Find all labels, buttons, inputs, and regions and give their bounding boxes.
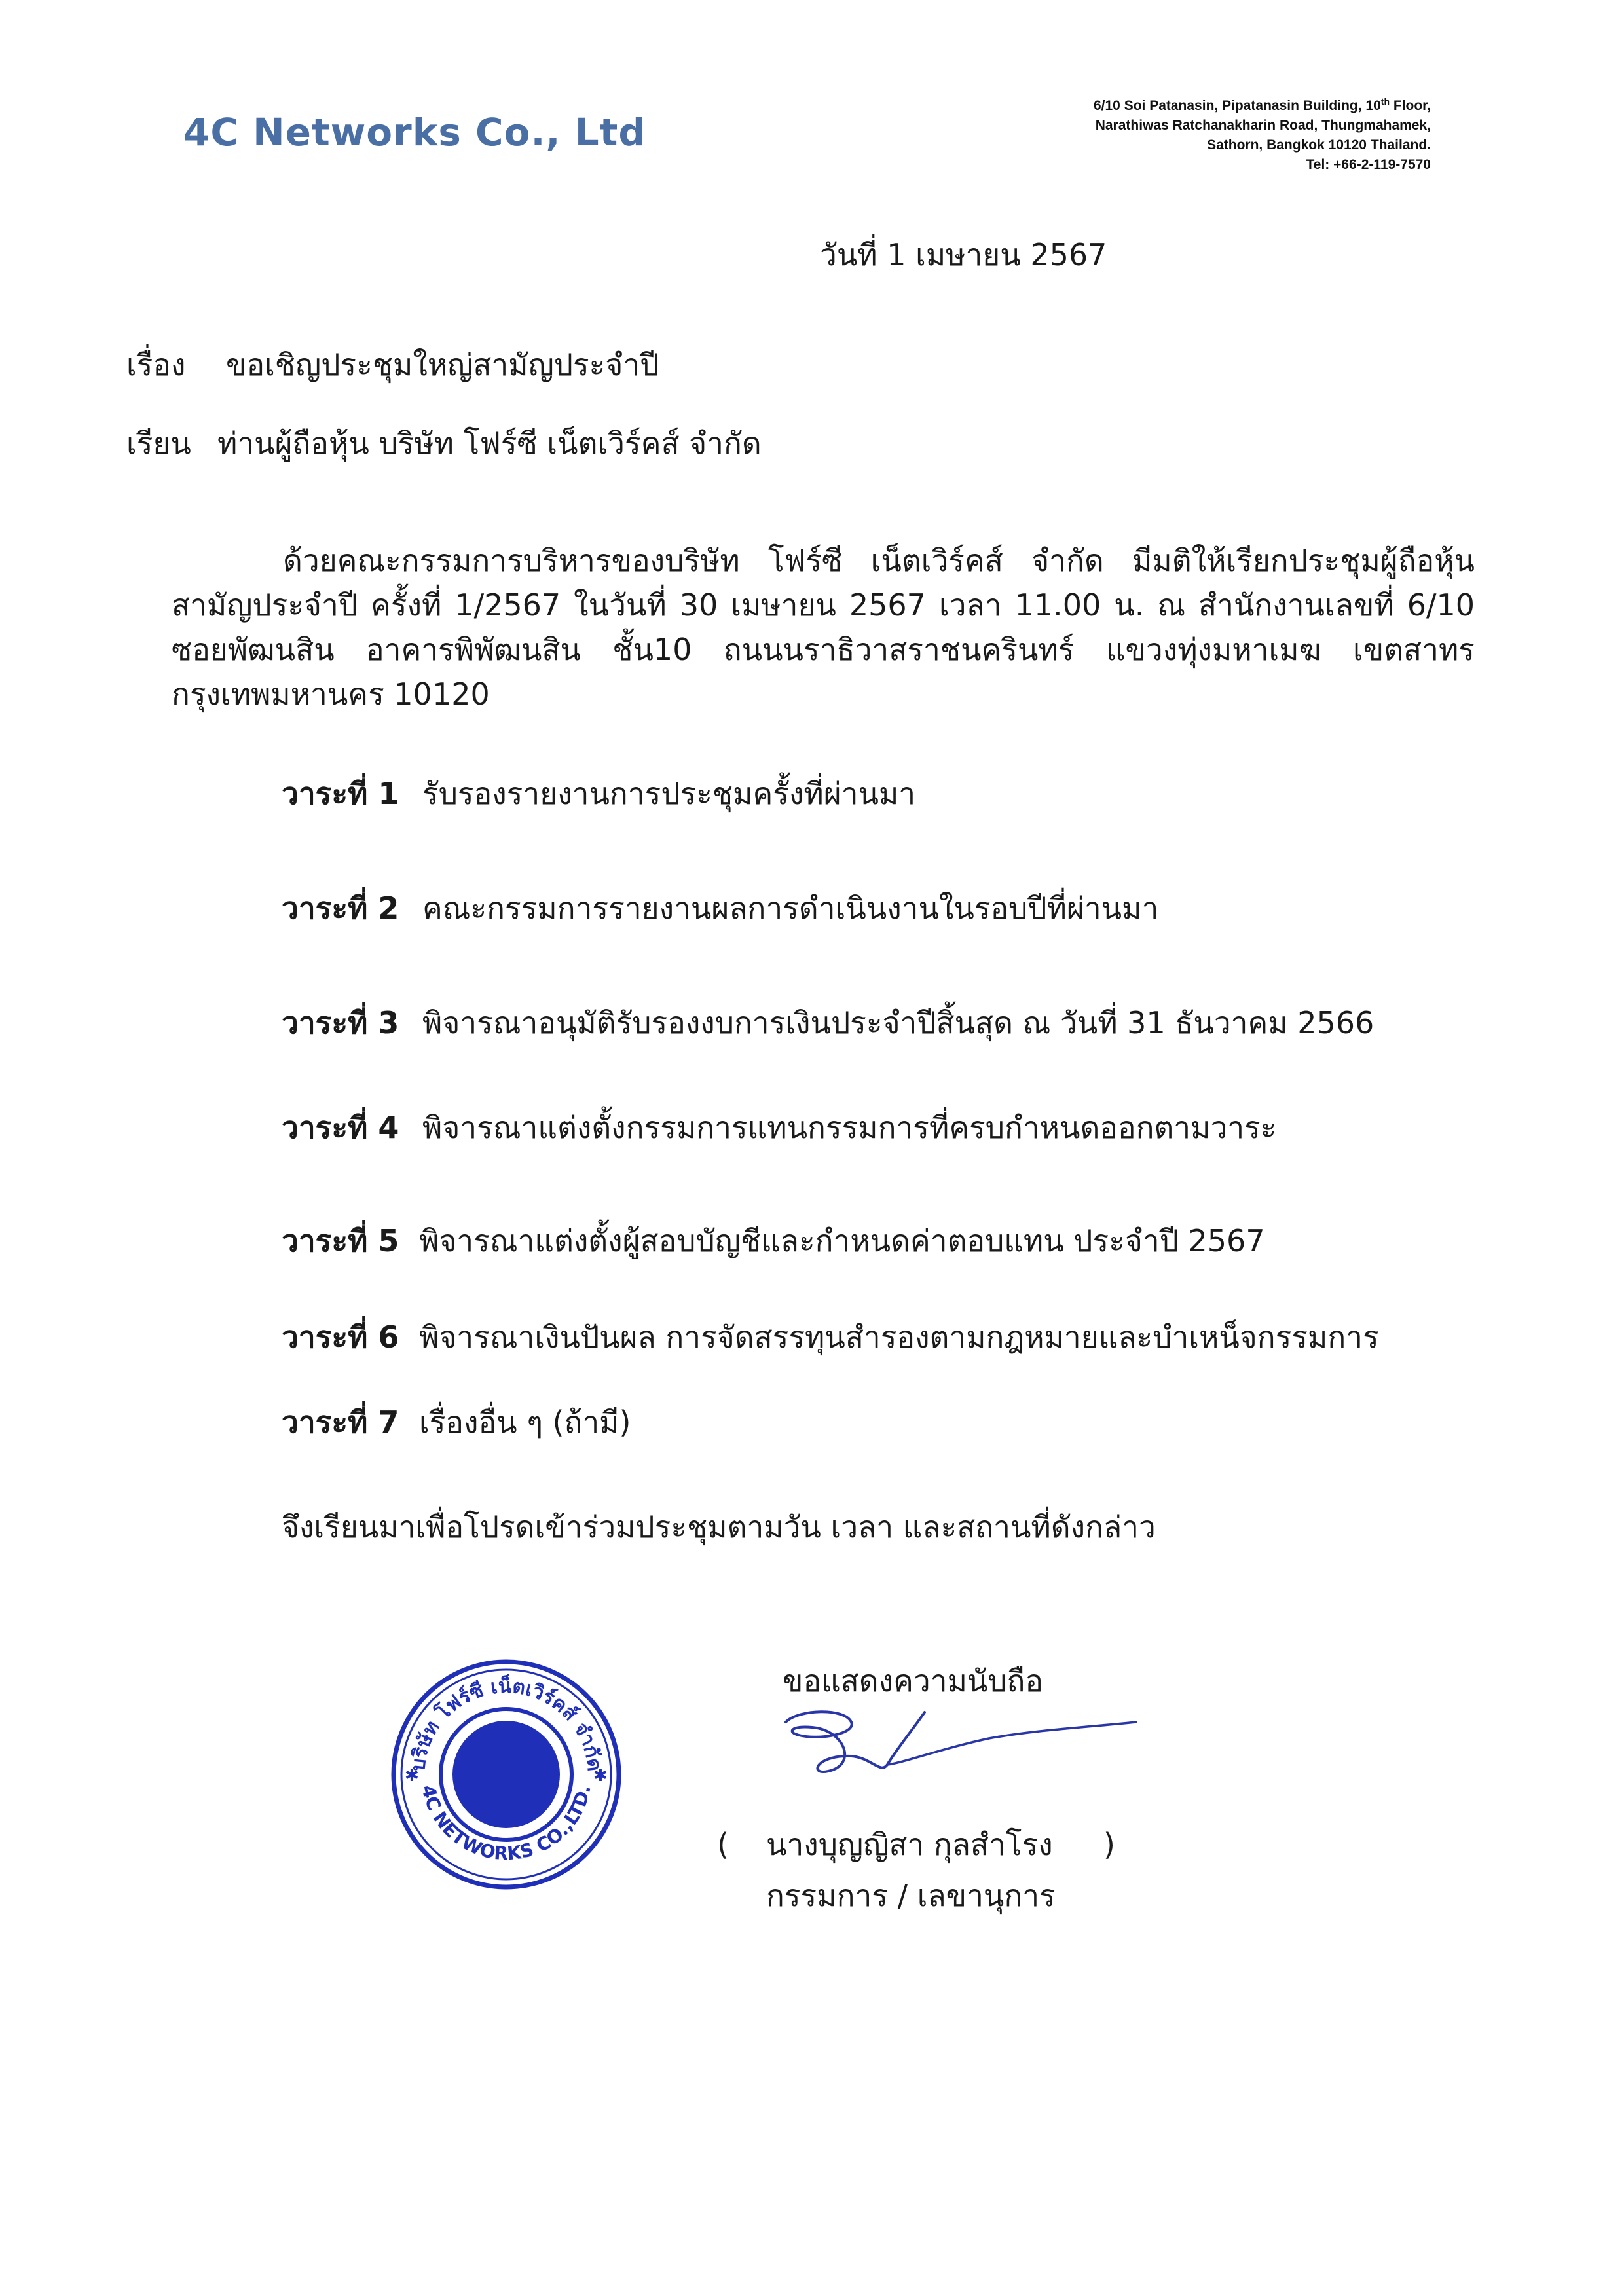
signer-name: นางบุญญิสา กุลสำโรง [766, 1827, 1053, 1862]
signer-paren-open: ( [717, 1827, 729, 1862]
svg-text:✱: ✱ [405, 1766, 419, 1786]
agenda-text-4: พิจารณาแต่งตั้งกรรมการแทนกรรมการที่ครบกำหนดออกตามวาระ [422, 1110, 1277, 1145]
address-line-1 [1094, 92, 1431, 116]
regards-text: ขอแสดงความนับถือ [783, 1663, 1044, 1698]
body-paragraph: ด้วยคณะกรรมการบริหารของบริษัท โฟร์ซี เน็ตเวิร์คส์ จำกัด มีมติให้เรียกประชุมผู้ถือหุ้นสามัญประจำปี ครั้งที่ 1/2567 ในวันที่ 30 เมษายน 2567 เวลา 11.00 น. ณ สำนักงานเลขที่ 6/10 ซอยพัฒนสิน อาคารพิพัฒนสิน ชั้น10 ถนนนราธิวาสราชนครินทร์ แขวงทุ่งมหาเมฆ เขตสาทร กรุงเทพมหานคร 10120 [172, 543, 1475, 712]
agenda-label-7: วาระที่ 7 [282, 1405, 399, 1440]
address-line-3: Sathorn, Bangkok 10120 Thailand. [1207, 138, 1431, 153]
agenda-text-1: รับรองรายงานการประชุมครั้งที่ผ่านมา [422, 776, 916, 811]
address-line-1-sup: th [1380, 96, 1390, 107]
signer-position: กรรมการ / เลขานุการ [766, 1878, 1056, 1913]
agenda-label-5: วาระที่ 5 [282, 1223, 399, 1258]
address-line-4: Tel: +66-2-119-7570 [1306, 157, 1431, 172]
recipient-label: เรียน [126, 426, 191, 461]
svg-text:✱: ✱ [593, 1766, 608, 1786]
closing-sentence: จึงเรียนมาเพื่อโปรดเข้าร่วมประชุมตามวัน เวลา และสถานที่ดังกล่าว [282, 1509, 1156, 1545]
address-line-1-b: Floor, [1390, 98, 1431, 113]
agenda-text-7: เรื่องอื่น ๆ (ถ้ามี) [419, 1405, 631, 1440]
agenda-label-4: วาระที่ 4 [282, 1110, 399, 1145]
subject-label: เรื่อง [126, 347, 186, 382]
agenda-text-2: คณะกรรมการรายงานผลการดำเนินงานในรอบปีที่ผ่านมา [422, 890, 1159, 926]
letter-date: วันที่ 1 เมษายน 2567 [820, 237, 1107, 272]
subject-text: ขอเชิญประชุมใหญ่สามัญประจำปี [226, 347, 659, 382]
address-line-1-a: 6/10 Soi Patanasin, Pipatanasin Building, 10 [1093, 98, 1381, 113]
company-address [1094, 92, 1431, 175]
agenda-text-3: พิจารณาอนุมัติรับรองงบการเงินประจำปีสิ้นสุด ณ วันที่ 31 ธันวาคม 2566 [422, 1005, 1375, 1040]
agenda-label-3: วาระที่ 3 [282, 1005, 399, 1040]
agenda-text-5: พิจารณาแต่งตั้งผู้สอบบัญชีและกำหนดค่าตอบแทน ประจำปี 2567 [419, 1223, 1265, 1258]
recipient-text: ท่านผู้ถือหุ้น บริษัท โฟร์ซี เน็ตเวิร์คส์ จำกัด [217, 426, 762, 461]
seal-text-top: บริษัท โฟร์ซี เน็ตเวิร์คส์ จำกัด [406, 1674, 606, 1772]
seal-text-bottom: 4C NETWORKS CO.,LTD. [417, 1783, 595, 1865]
company-seal-stamp [385, 1653, 627, 1896]
signer-paren-close: ) [1103, 1827, 1115, 1862]
agenda-label-1: วาระที่ 1 [282, 776, 399, 811]
company-logo-text: 4C Networks Co., Ltd [183, 110, 646, 155]
agenda-label-6: วาระที่ 6 [282, 1319, 399, 1355]
address-line-2: Narathiwas Ratchanakharin Road, Thungmahamek, [1095, 118, 1431, 133]
handwritten-signature [773, 1702, 1139, 1807]
agenda-text-6: พิจารณาเงินปันผล การจัดสรรทุนสำรองตามกฎหมายและบำเหน็จกรรมการ [419, 1319, 1379, 1355]
agenda-label-2: วาระที่ 2 [282, 890, 399, 926]
